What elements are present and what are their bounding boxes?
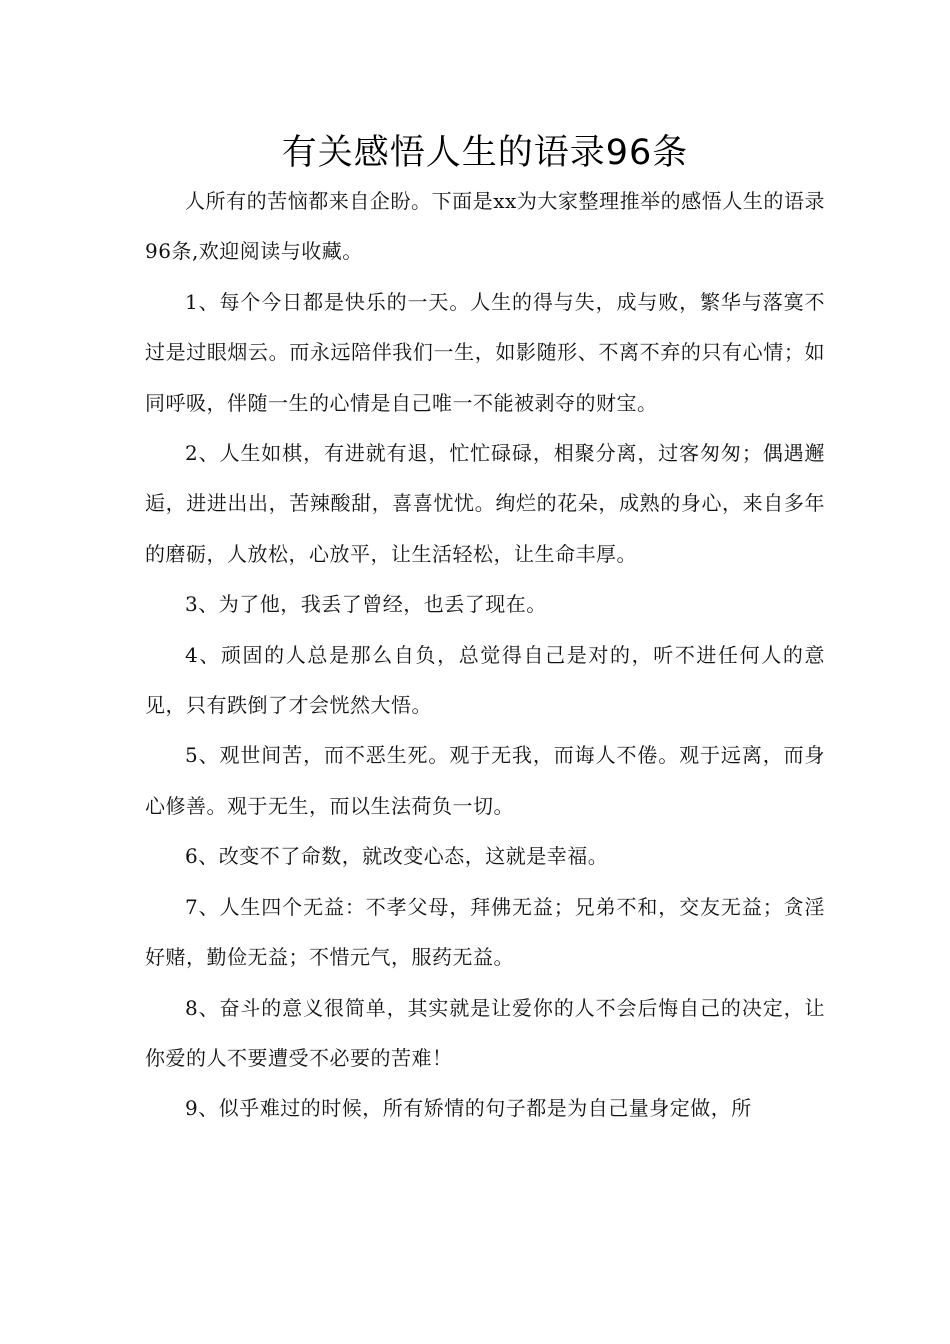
quote-paragraph-3: 3、为了他，我丢了曾经，也丢了现在。 <box>185 592 547 617</box>
document-page <box>145 128 825 1134</box>
quote-paragraph-2: 2、人生如棋，有进就有退，忙忙碌碌，相聚分离，过客匆匆；偶遇邂逅，进进出出，苦辣酸甜，喜喜忧忧。绚烂的花朵，成熟的身心，来自多年的磨砺，人放松，心放平，让生活轻松，让生命丰厚。 <box>145 441 825 566</box>
quote-paragraph-6: 6、改变不了命数，就改变心态，这就是幸福。 <box>185 844 609 869</box>
quote-paragraph-7: 7、人生四个无益：不孝父母，拜佛无益；兄弟不和，交友无益；贪淫好赌，勤俭无益；不惜元气，服药无益。 <box>145 894 825 970</box>
quote-paragraph-4: 4、顽固的人总是那么自负，总觉得自己是对的，听不进任何人的意见，只有跌倒了才会恍然大悟。 <box>145 642 825 718</box>
quote-paragraph-5: 5、观世间苦，而不恶生死。观于无我，而诲人不倦。观于远离，而身心修善。观于无生，而以生法荷负一切。 <box>145 743 825 818</box>
quote-paragraph-9: 9、似乎难过的时候，所有矫情的句子都是为自己量身定做，所 <box>185 1096 752 1121</box>
quote-paragraph-8: 8、奋斗的意义很简单，其实就是让爱你的人不会后悔自己的决定，让你爱的人不要遭受不必要的苦难！ <box>145 995 825 1070</box>
document-title: 有关感悟人生的语录96条 <box>281 133 689 173</box>
quote-paragraph-1: 1、每个今日都是快乐的一天。人生的得与失，成与败，繁华与落寞不过是过眼烟云。而永远陪伴我们一生，如影随形、不离不弃的只有心情；如同呼吸，伴随一生的心情是自己唯一不能被剥夺的财宝。 <box>145 289 825 415</box>
intro-paragraph: 人所有的苦恼都来自企盼。下面是xx为大家整理推举的感悟人生的语录96条,欢迎阅读与收藏。 <box>145 189 825 264</box>
